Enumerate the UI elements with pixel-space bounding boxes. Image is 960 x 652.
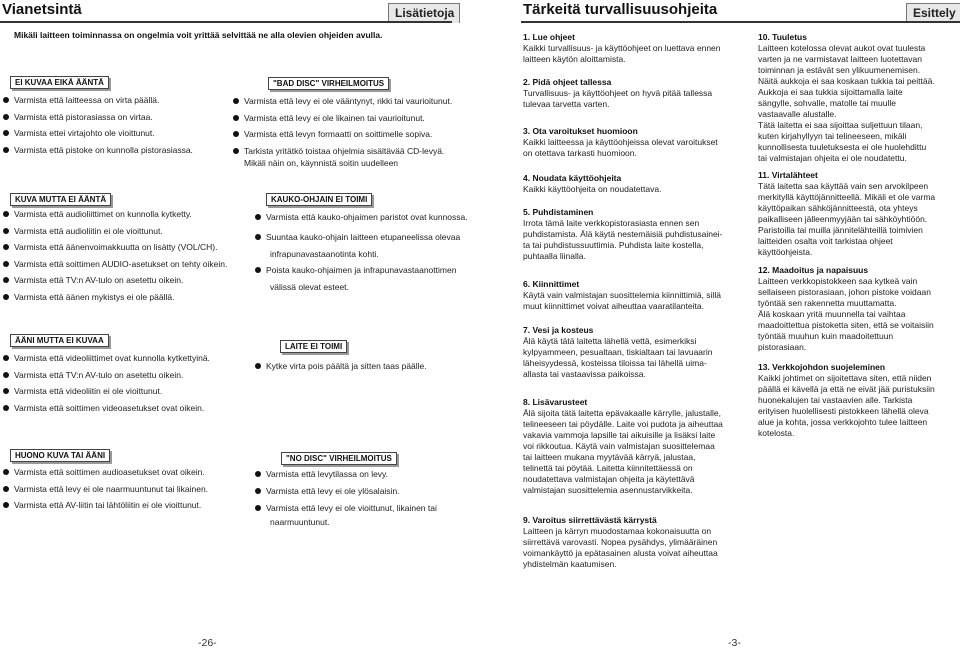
- section-text-line: Kaikki johtimet on sijoitettava siten, että niiden: [758, 373, 932, 383]
- list-item: [3, 242, 217, 252]
- list-item: [3, 128, 155, 138]
- section-heading-box: EI KUVAA EIKÄ ÄÄNTÄ: [10, 76, 109, 89]
- right-page-number: -3-: [728, 637, 741, 649]
- list-item: [255, 361, 427, 371]
- bullet-icon: [3, 277, 9, 283]
- right-header-rule: [521, 21, 960, 23]
- list-item: [255, 265, 456, 275]
- list-item: [3, 112, 153, 122]
- bullet-icon: [255, 488, 261, 494]
- section-heading-box: LAITE EI TOIMI: [280, 340, 347, 353]
- section-heading: 13. Verkkojohdon suojeleminen: [758, 362, 886, 372]
- bullet-icon: [3, 130, 9, 136]
- left-section-tab: Lisätietoja: [388, 3, 460, 23]
- list-item: [3, 275, 183, 285]
- left-header-rule: [0, 21, 452, 23]
- list-item-text: Varmista että äänen mykistys ei ole päällä.: [14, 291, 175, 302]
- section-text-line: muut kiinnittimet voivat aiheuttaa vaaratilanteita.: [523, 301, 704, 311]
- list-item: [3, 370, 183, 380]
- section-text-line: huonekalujen tai vastaavien alle. Tarkista: [758, 395, 913, 405]
- section-text-line: työntää sen rakennetta muuttamatta.: [758, 298, 897, 308]
- bullet-icon: [233, 98, 239, 104]
- bullet-icon: [3, 388, 9, 394]
- safety-section: [523, 32, 753, 65]
- list-item-text: Varmista että TV:n AV-tulo on asetettu oikein.: [14, 275, 184, 285]
- list-item-text: Varmista että levy ei ole naarmuuntunut tai likainen.: [14, 483, 209, 494]
- list-item-text: Varmista että TV:n AV-tulo on asetettu oikein.: [14, 369, 184, 380]
- bullet-icon: [255, 363, 261, 369]
- list-item-text: Varmista että audioliittimet on kunnolla kytketty.: [14, 209, 192, 219]
- safety-section: [523, 77, 753, 110]
- bullet-icon: [3, 244, 9, 250]
- section-text-line: Turvallisuus- ja käyttöohjeet on hyvä pitää tallessa: [523, 88, 713, 98]
- bullet-icon: [233, 115, 239, 121]
- safety-section: [758, 362, 958, 439]
- section-text-line: Käytä vain valmistajan suosittelemia kiinnittimiä, sillä: [523, 290, 721, 300]
- list-item: [255, 469, 388, 479]
- section-text-line: käyttöohjeista.: [758, 247, 813, 257]
- list-item: [3, 259, 227, 269]
- section-text-line: erityisen huolellisesti pistokkeen lähellä oleva: [758, 406, 929, 416]
- list-item: [255, 232, 460, 242]
- list-item-text: Varmista että audioliitin ei ole vioittunut.: [14, 225, 163, 236]
- list-item-text: Varmista että pistorasiassa on virtaa.: [14, 111, 153, 122]
- section-text-line: Näitä aukkoja ei saa koskaan tukkia tai peittää.: [758, 76, 935, 86]
- section-text-line: Aukkoja ei saa tukkia sijoittamalla laite: [758, 87, 903, 97]
- list-item-text: Varmista että kauko-ohjaimen paristot ovat kunnossa.: [266, 212, 468, 222]
- list-item-text: Varmista että levy ei ole likainen tai vaurioitunut.: [244, 113, 425, 123]
- section-heading-box: KAUKO-OHJAIN EI TOIMI: [266, 193, 372, 206]
- bullet-icon: [255, 234, 261, 240]
- list-item: [3, 95, 159, 105]
- safety-section: [523, 207, 753, 262]
- section-text-line: sellaiseen pistorasiaan, johon pistoke voidaan: [758, 287, 931, 297]
- section-text-line: maadoittettua pistoketta siten, että se voitaisiin: [758, 320, 934, 330]
- safety-section: [523, 325, 753, 380]
- safety-section: [523, 279, 753, 312]
- safety-section: [523, 173, 753, 195]
- left-page-number: -26-: [198, 637, 217, 649]
- list-item-text: Suuntaa kauko-ohjain laitteen etupaneelissa olevaa: [266, 232, 461, 242]
- section-text-line: vakavia vammoja lapsille tai aikuisille ja lisäksi laite: [523, 430, 716, 440]
- list-item-text: Varmista että levy ei ole vioittunut, likainen tai: [266, 503, 437, 513]
- bullet-icon: [233, 148, 239, 154]
- section-text-line: kylpyammeen, pesualtaan, tiskialtaan tai lavuaarin: [523, 347, 713, 357]
- section-text-line: siirrettävä varovasti. Nopea pysähdys, ylimääräinen: [523, 537, 718, 547]
- section-text-line: Kaikki laitteessa ja käyttöohjeissa olevat varoitukset: [523, 137, 718, 147]
- section-text-line: voi rikkoutua. Käytä vain valmistajan suosittelemaa: [523, 441, 715, 451]
- section-heading-box: "BAD DISC" VIRHEILMOITUS: [268, 77, 389, 90]
- section-heading: 4. Noudata käyttöohjeita: [523, 173, 622, 183]
- list-item-text: Varmista että pistoke on kunnolla pistorasiassa.: [14, 144, 193, 155]
- list-item-text: Varmista että soittimen audioasetukset ovat oikein.: [14, 467, 205, 477]
- section-heading: 6. Kiinnittimet: [523, 279, 580, 289]
- section-text-line: laitteen käytön aloittamista.: [523, 54, 626, 64]
- list-item-text: Varmista että videoliittimet ovat kunnolla kytkettyinä.: [14, 353, 210, 363]
- safety-section: [523, 515, 753, 570]
- section-text-line: paikalliseen jälleenmyyjään tai sähköyhtiöön.: [758, 214, 928, 224]
- section-text-line: tulevaa tarvetta varten.: [523, 99, 610, 109]
- list-item-text: Varmista että levytilassa on levy.: [266, 469, 389, 479]
- section-text-line: Älä sijoita tätä laitetta epävakaalle kärrylle, jalustalle,: [523, 408, 721, 418]
- section-text-line: telineeseen tai pöydälle. Laite voi pudota ja aiheuttaa: [523, 419, 723, 429]
- list-item-text: Varmista että soittimen videoasetukset ovat oikein.: [14, 402, 205, 413]
- list-item: [233, 129, 432, 139]
- section-heading: 7. Vesi ja kosteus: [523, 325, 594, 335]
- right-page-title: Tärkeitä turvallisuusohjeita: [523, 1, 718, 18]
- safety-section: [758, 265, 958, 353]
- section-text-line: kunnollisesta tuuletuksesta ei ole huolehdittu: [758, 142, 927, 152]
- list-item: [233, 113, 425, 123]
- section-text-line: laitteiden osalta voit tarkistaa ohjeet: [758, 236, 893, 246]
- section-heading: 10. Tuuletus: [758, 32, 807, 42]
- bullet-icon: [3, 261, 9, 267]
- section-text-line: kotelosta.: [758, 428, 795, 438]
- safety-section: [523, 397, 753, 496]
- list-item-text: Varmista että AV-liitin tai lähtöliitin ei ole vioittunut.: [14, 500, 202, 510]
- list-item: [3, 467, 205, 477]
- list-item: [3, 386, 162, 396]
- bullet-icon: [3, 372, 9, 378]
- section-text-line: noudatettava valmistajan ohjeita ja käytettävä: [523, 474, 695, 484]
- section-text-line: alue ja kohta, jossa verkkojohto tulee laitteen: [758, 417, 928, 427]
- section-text-line: työntää muuhun kuin maadoitettuun: [758, 331, 894, 341]
- section-text-line: ta tai puhdistussuuttimia. Puhdista laite kostella,: [523, 240, 704, 250]
- list-item-continuation: välissä olevat esteet.: [270, 282, 349, 292]
- section-text-line: tai valmistajan ohjeita ei ole noudatettu.: [758, 153, 907, 163]
- section-heading-box: KUVA MUTTA EI ÄÄNTÄ: [10, 193, 111, 206]
- section-text-line: merkityllä käyttöjännitteellä. Mikäli et ole varma: [758, 192, 936, 202]
- list-item-text: Varmista että videoliitin ei ole vioittunut.: [14, 386, 163, 396]
- list-item: [3, 209, 192, 219]
- section-heading-box: ÄÄNI MUTTA EI KUVAA: [10, 334, 109, 347]
- list-item-text: Kytke virta pois päältä ja sitten taas päälle.: [266, 361, 427, 371]
- section-text-line: allasta tai vastaavissa paikoissa.: [523, 369, 646, 379]
- bullet-icon: [3, 502, 9, 508]
- list-item: [233, 146, 444, 156]
- list-item: [3, 145, 193, 155]
- safety-section: [758, 170, 958, 258]
- section-heading: 11. Virtalähteet: [758, 170, 818, 180]
- section-heading: 1. Lue ohjeet: [523, 32, 575, 42]
- section-text-line: Laitteen kotelossa olevat aukot ovat tuulesta: [758, 43, 926, 53]
- list-note: Mikäli näin on, käynnistä soitin uudelleen: [244, 158, 399, 168]
- safety-section: [523, 126, 753, 159]
- list-item-text: Varmista ettei virtajohto ole vioittunut.: [14, 128, 155, 138]
- list-item: [3, 353, 210, 363]
- list-item: [255, 212, 468, 222]
- section-text-line: sängylle, sohvalle, matolle tai muulle: [758, 98, 896, 108]
- list-item: [3, 403, 204, 413]
- bullet-icon: [233, 131, 239, 137]
- bullet-icon: [3, 147, 9, 153]
- section-text-line: Kaikki turvallisuus- ja käyttöohjeet on luettava ennen: [523, 43, 721, 53]
- list-item-text: Varmista että äänenvoimakkuutta on lisätty (VOL/CH).: [14, 242, 218, 252]
- section-text-line: käyttöpaikan sähköjännitteestä, ota yhteys: [758, 203, 918, 213]
- section-heading: 9. Varoitus siirrettävästä kärrystä: [523, 515, 657, 525]
- bullet-icon: [3, 211, 9, 217]
- left-page-title: Vianetsintä: [2, 1, 82, 18]
- section-text-line: päällä ei kävellä ja että ne eivät jää puristuksiin: [758, 384, 935, 394]
- section-text-line: pistorasiaan.: [758, 342, 807, 352]
- section-text-line: puhdistamista. Älä käytä nestemäisiä puhdistusainei-: [523, 229, 723, 239]
- bullet-icon: [255, 505, 261, 511]
- list-item-text: Varmista että levyn formaatti on soittimelle sopiva.: [244, 129, 433, 139]
- right-section-tab: Esittely: [906, 3, 960, 23]
- section-text-line: Kaikki käyttöohjeita on noudatettava.: [523, 184, 662, 194]
- list-item-text: Poista kauko-ohjaimen ja infrapunavastaanottimen: [266, 265, 457, 275]
- list-item-text: Tarkista yritätkö toistaa ohjelmia sisältävää CD-levyä.: [244, 146, 445, 156]
- section-text-line: voimankäyttö ja epätasainen alusta voivat aiheuttaa: [523, 548, 718, 558]
- section-text-line: yhdistelmän kaatumisen.: [523, 559, 617, 569]
- section-text-line: varten ja ne varmistavat laitteen luotettavan: [758, 54, 922, 64]
- section-heading: 3. Ota varoitukset huomioon: [523, 126, 638, 136]
- section-text-line: Laitteen verkkopistokkeen saa kytkeä vain: [758, 276, 918, 286]
- bullet-icon: [3, 294, 9, 300]
- bullet-icon: [3, 355, 9, 361]
- bullet-icon: [3, 405, 9, 411]
- section-text-line: tai laitteen mukana myytävää kärryä, jalustaa,: [523, 452, 696, 462]
- section-heading: 2. Pidä ohjeet tallessa: [523, 77, 612, 87]
- list-item-text: Varmista että levy ei ole ylösalaisin.: [266, 486, 400, 496]
- list-item: [3, 484, 208, 494]
- section-text-line: Tätä laitetta ei saa sijoittaa suljettuun tilaan,: [758, 120, 923, 130]
- section-text-line: on otettava tarkasti huomioon.: [523, 148, 637, 158]
- left-notice: Mikäli laitteen toiminnassa on ongelmia voit yrittää selvittää ne alla olevien ohjeiden avulla.: [14, 30, 383, 40]
- section-text-line: toiminnan ja estävät sen ylikuumenemisen.: [758, 65, 921, 75]
- section-heading: 5. Puhdistaminen: [523, 207, 594, 217]
- section-text-line: puhtaalla liinalla.: [523, 251, 586, 261]
- section-heading-box: "NO DISC" VIRHEILMOITUS: [281, 452, 397, 465]
- bullet-icon: [3, 228, 9, 234]
- safety-section: [758, 32, 958, 164]
- bullet-icon: [3, 469, 9, 475]
- section-text-line: Irrota tämä laite verkkopistorasiasta ennen sen: [523, 218, 700, 228]
- list-item: [3, 226, 163, 236]
- list-item: [233, 96, 452, 106]
- section-text-line: Älä käytä tätä laitetta lähellä vettä, esimerkiksi: [523, 336, 697, 346]
- list-item-text: Varmista että levy ei ole vääntynyt, rikki tai vaurioitunut.: [244, 96, 453, 106]
- section-text-line: valmistajan suosittelemia asennustarvikkeita.: [523, 485, 693, 495]
- section-text-line: Paristoilla tai muilla jännitelähteillä toimivien: [758, 225, 923, 235]
- bullet-icon: [255, 471, 261, 477]
- section-text-line: kuten kirjahyllyyn tai telineeseen, mikäli: [758, 131, 907, 141]
- list-item-text: Varmista että laitteessa on virta päällä.: [14, 95, 160, 105]
- list-item-continuation: naarmuuntunut.: [270, 517, 330, 527]
- list-item-text: Varmista että soittimen AUDIO-asetukset on tehty oikein.: [14, 258, 228, 269]
- bullet-icon: [255, 214, 261, 220]
- bullet-icon: [3, 97, 9, 103]
- list-item: [255, 503, 437, 513]
- list-item: [3, 500, 201, 510]
- list-item: [3, 292, 174, 302]
- section-text-line: Laitteen ja kärryn muodostamaa kokonaisuutta on: [523, 526, 712, 536]
- section-text-line: Tätä laitetta saa käyttää vain sen arvokilpeen: [758, 181, 929, 191]
- bullet-icon: [3, 486, 9, 492]
- section-text-line: telinettä tai pöytää. Laitetta kiinnitettäessä on: [523, 463, 693, 473]
- list-item: [255, 486, 400, 496]
- section-heading: 12. Maadoitus ja napaisuus: [758, 265, 869, 275]
- list-item-continuation: infrapunavastaanotinta kohti.: [270, 249, 379, 259]
- bullet-icon: [255, 267, 261, 273]
- bullet-icon: [3, 114, 9, 120]
- section-text-line: Älä koskaan yritä muunnella tai vaihtaa: [758, 309, 906, 319]
- section-text-line: läheisyydessä, kosteissa tiloissa tai lähellä uima-: [523, 358, 707, 368]
- section-heading-box: HUONO KUVA TAI ÄÄNI: [10, 449, 110, 462]
- section-heading: 8. Lisävarusteet: [523, 397, 588, 407]
- section-text-line: vastaavalle alustalle.: [758, 109, 837, 119]
